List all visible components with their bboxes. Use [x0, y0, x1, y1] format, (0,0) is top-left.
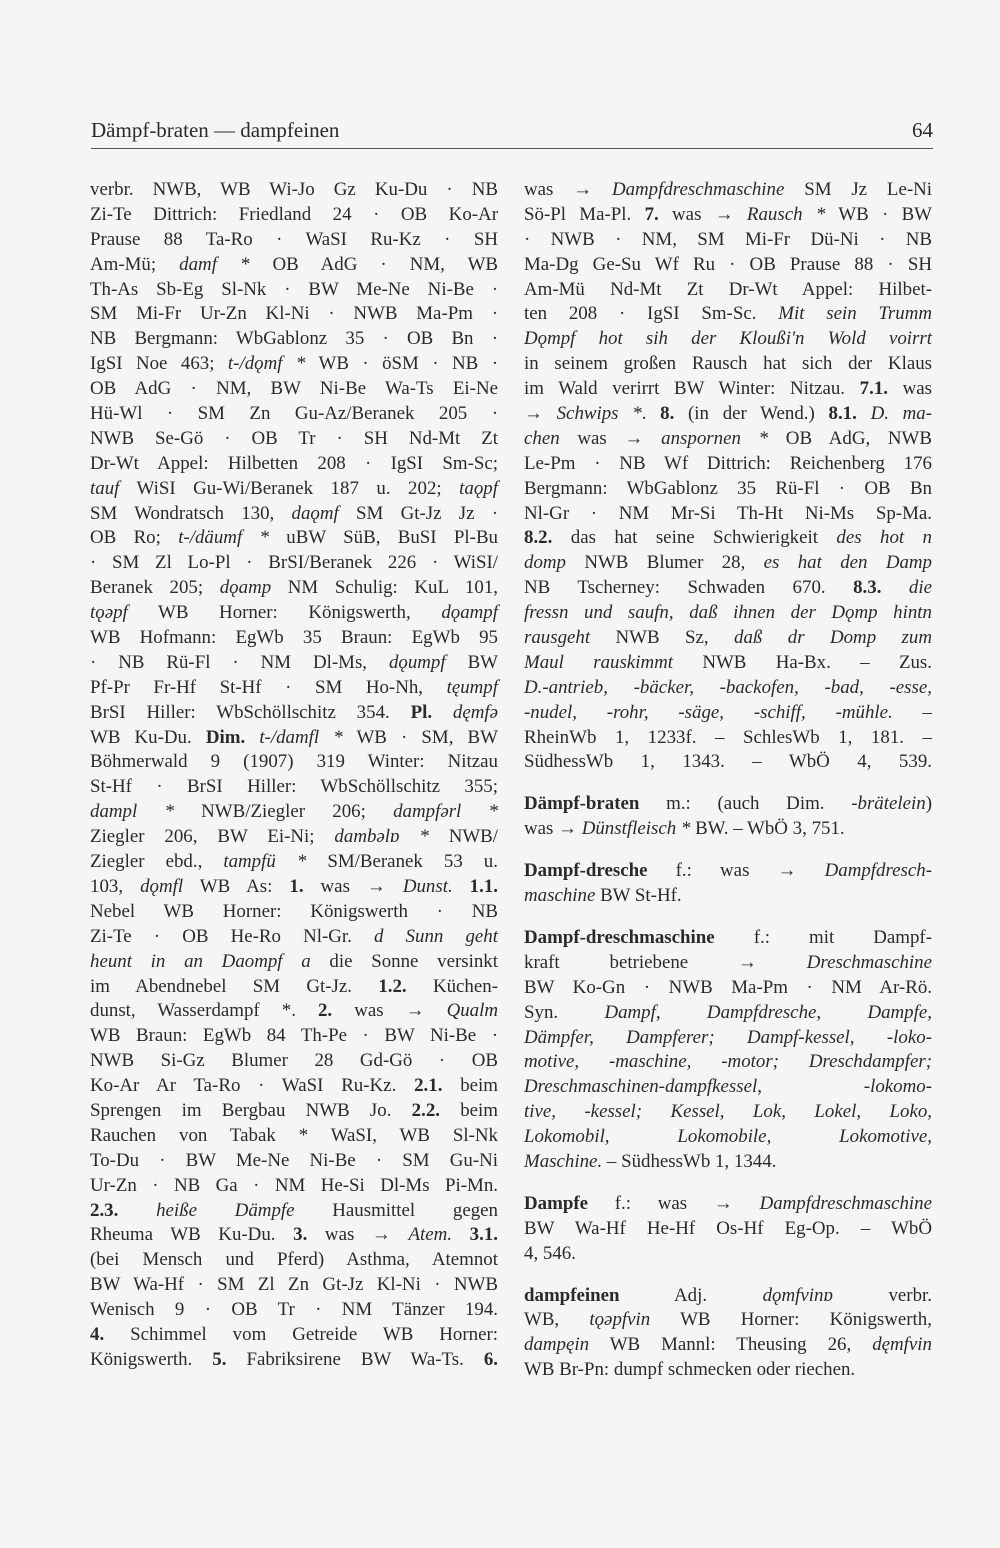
entry-line: Sprengen im Bergbau NWB Jo. 2.2. beim — [90, 1099, 498, 1121]
entry-line: chen was → anspornen * OB AdG, NWB — [524, 427, 932, 449]
entry-line: · SM Zl Lo-Pl · BrSI/Beranek 226 · WiSI/ — [90, 552, 498, 574]
entry-line: 2.3. heiße Dämpfe Hausmittel gegen — [90, 1199, 498, 1221]
entry-line: 8.2. das hat seine Schwierigkeit des hot n — [524, 527, 932, 549]
entry-line: WB Ku-Du. Dim. t-/damfl * WB · SM, BW — [90, 726, 498, 748]
entry-line: SM Wondratsch 130, daǫmf SM Gt-Jz Jz · — [90, 502, 499, 524]
entry-line: Bergmann: WbGablonz 35 Rü-Fl · OB Bn — [524, 477, 932, 499]
entry-line: in seinem großen Rausch hat sich der Klaus — [524, 353, 932, 375]
entry-line: dampęin WB Mannl: Theusing 26, dęmfvin — [524, 1334, 932, 1356]
entry-line: Nl-Gr · NM Mr-Si Th-Ht Ni-Ms Sp-Ma. — [524, 502, 932, 524]
entry-line: heunt in an Daompf a die Sonne versinkt — [90, 950, 498, 972]
entry-line: Le-Pm · NB Wf Dittrich: Reichenberg 176 — [524, 452, 932, 474]
entry-line: BrSI Hiller: WbSchöllschitz 354. Pl. dęmfǝ — [90, 701, 498, 723]
entry-line: WB Br-Pn: dumpf schmecken oder riechen. — [524, 1359, 856, 1381]
entry-line: 4, 546. — [524, 1242, 576, 1264]
entry-line: NB Tscherney: Schwaden 670. 8.3. die — [524, 577, 932, 599]
entry-line: WB, tǫǝpfvin WB Horner: Königswerth, — [524, 1309, 932, 1331]
left-column — [90, 178, 498, 1373]
entry-line: Maul rauskimmt NWB Ha-Bx. – Zus. — [524, 651, 932, 673]
entry-line: Königswerth. 5. Fabriksirene BW Wa-Ts. 6. — [90, 1348, 498, 1370]
entry-line: Wenisch 9 · OB Tr · NM Tänzer 194. — [90, 1299, 498, 1321]
entry-line: NB Bergmann: WbGablonz 35 · OB Bn · — [90, 328, 498, 350]
right-column — [524, 178, 932, 1383]
dictionary-entry — [524, 792, 932, 842]
entry-line: kraft betriebene → Dreschmaschine — [524, 951, 932, 973]
entry-line: was → Dampfdreschmaschine SM Jz Le-Ni — [524, 179, 933, 200]
entry-line: Dampf-dresche f.: was → Dampfdresch- — [524, 860, 932, 882]
entry-line: SüdhessWb 1, 1343. – WbÖ 4, 539. — [524, 751, 932, 773]
entry-line: dampfeinen Adj. dǫmfvinɒ verbr. — [524, 1284, 932, 1306]
entry-line: Pf-Pr Fr-Hf St-Hf · SM Ho-Nh, tęumpf — [90, 676, 498, 698]
entry-line: Rauchen von Tabak * WaSI, WB Sl-Nk — [90, 1124, 498, 1146]
entry-line: OB AdG · NM, BW Ni-Be Wa-Ts Ei-Ne — [90, 378, 498, 400]
entry-line: Lokomobil, Lokomobile, Lokomotive, — [524, 1126, 932, 1148]
entry-line: Zi-Te Dittrich: Friedland 24 · OB Ko-Ar — [90, 203, 498, 225]
entry-line: WB Hofmann: EgWb 35 Braun: EgWb 95 — [90, 627, 498, 649]
entry-gap — [524, 842, 932, 859]
entry-line: SM Mi-Fr Ur-Zn Kl-Ni · NWB Ma-Pm · — [90, 303, 498, 325]
entry-line: domp NWB Blumer 28, es hat den Damp — [524, 552, 932, 574]
entry-line: Dampfe f.: was → Dampfdreschmaschine — [524, 1192, 932, 1214]
entry-line: Ma-Dg Ge-Su Wf Ru · OB Prause 88 · SH — [524, 253, 932, 275]
entry-line: Th-As Sb-Eg Sl-Nk · BW Me-Ne Ni-Be · — [90, 278, 498, 300]
entry-line: Ko-Ar Ar Ta-Ro · WaSI Ru-Kz. 2.1. beim — [90, 1075, 499, 1097]
entry-line: 103, dǫmfl WB As: 1. was → Dunst. 1.1. — [90, 875, 499, 897]
entry-line: To-Du · BW Me-Ne Ni-Be · SM Gu-Ni — [90, 1149, 498, 1171]
entry-gap — [524, 775, 932, 792]
entry-line: -nudel, -rohr, -säge, -schiff, -mühle. – — [524, 701, 932, 723]
entry-line: RheinWb 1, 1233f. – SchlesWb 1, 181. – — [524, 726, 932, 748]
entry-line: IgSI Noe 463; t-/dǫmf * WB · öSM · NB · — [90, 353, 498, 375]
entry-line: NWB Se-Gö · OB Tr · SH Nd-Mt Zt — [90, 427, 498, 449]
entry-line: Dampf-dreschmaschine f.: mit Dampf- — [524, 926, 932, 948]
entry-line: · NWB · NM, SM Mi-Fr Dü-Ni · NB — [524, 228, 932, 250]
entry-line: Dr-Wt Appel: Hilbetten 208 · IgSI Sm-Sc; — [90, 452, 498, 474]
entry-line: Maschine. – SüdhessWb 1, 1344. — [524, 1150, 777, 1172]
entry-line: Am-Mü Nd-Mt Zt Dr-Wt Appel: Hilbet- — [524, 278, 932, 300]
entry-line: D.-antrieb, -bäcker, -backofen, -bad, -esse, — [524, 676, 932, 698]
entry-gap — [524, 1175, 932, 1192]
entry-line: Nebel WB Horner: Königswerth · NB — [90, 900, 498, 922]
entry-line: BW Wa-Hf He-Hf Os-Hf Eg-Op. – WbÖ — [524, 1217, 932, 1239]
entry-line: → Schwips *. 8. (in der Wend.) 8.1. D. ma- — [524, 403, 933, 425]
entry-line: BW Ko-Gn · NWB Ma-Pm · NM Ar-Rö. — [524, 976, 932, 998]
entry-line: WB Braun: EgWb 84 Th-Pe · BW Ni-Be · — [90, 1025, 498, 1047]
entry-line: Dämpf-braten m.: (auch Dim. -brätelein) — [524, 793, 932, 815]
entry-line: · NB Rü-Fl · NM Dl-Ms, dǫumpf BW — [90, 651, 498, 673]
entry-line: Ur-Zn · NB Ga · NM He-Si Dl-Ms Pi-Mn. — [90, 1174, 498, 1196]
entry-line: tive, -kessel; Kessel, Lok, Lokel, Loko, — [524, 1101, 932, 1123]
entry-line: 4. Schimmel vom Getreide WB Horner: — [90, 1323, 498, 1345]
dictionary-entry — [524, 926, 932, 1175]
entry-gap — [524, 909, 932, 926]
entry-line: OB Ro; t-/däumf * uBW SüB, BuSI Pl-Bu — [90, 527, 498, 549]
entry-line: Böhmerwald 9 (1907) 319 Winter: Nitzau — [90, 751, 498, 773]
running-title: Dämpf-braten — dampfeinen — [91, 118, 340, 142]
entry-line: tǫǝpf WB Horner: Königswerth, dǫampf — [90, 602, 498, 624]
entry-line: ten 208 · IgSI Sm-Sc. Mit sein Trumm — [524, 303, 932, 325]
entry-line: Ziegler 206, BW Ei-Ni; dambǝlɒ * NWB/ — [90, 826, 499, 848]
dictionary-entry — [524, 1192, 932, 1267]
entry-line: (bei Mensch und Pferd) Asthma, Atemnot — [90, 1249, 498, 1271]
entry-line: Rheuma WB Ku-Du. 3. was → Atem. 3.1. — [90, 1224, 498, 1246]
entry-line: maschine BW St-Hf. — [524, 885, 682, 907]
entry-gap — [524, 1267, 932, 1284]
entry-line: was → Dünstfleisch * BW. – WbÖ 3, 751. — [524, 818, 845, 840]
entry-line: Dämpfer, Dampferer; Dampf-kessel, -loko- — [524, 1026, 932, 1048]
dictionary-entry — [524, 859, 932, 909]
dictionary-entry — [524, 1284, 932, 1384]
entry-line: Dreschmaschinen-dampfkessel, -lokomo- — [524, 1076, 932, 1098]
entry-line: Sö-Pl Ma-Pl. 7. was → Rausch * WB · BW — [524, 203, 932, 225]
entry-line: verbr. NWB, WB Wi-Jo Gz Ku-Du · NB — [90, 179, 498, 200]
entry-line: im Abendnebel SM Gt-Jz. 1.2. Küchen- — [90, 975, 498, 997]
entry-line: Am-Mü; damf * OB AdG · NM, WB — [90, 253, 499, 275]
entry-line: dunst, Wasserdampf *. 2. was → Qualm — [90, 1000, 498, 1022]
entry-line: NWB Si-Gz Blumer 28 Gd-Gö · OB — [90, 1050, 498, 1072]
entry-line: Prause 88 Ta-Ro · WaSI Ru-Kz · SH — [90, 228, 498, 250]
entry-line: Zi-Te · OB He-Ro Nl-Gr. d Sunn geht — [90, 925, 498, 947]
entry-line: BW Wa-Hf · SM Zl Zn Gt-Jz Kl-Ni · NWB — [90, 1274, 498, 1296]
entry-line: im Wald verirrt BW Winter: Nitzau. 7.1. was — [524, 378, 932, 400]
entry-line: fressn und saufn, daß ihnen der Dǫmp hintn — [524, 602, 933, 624]
dictionary-entry — [524, 178, 932, 775]
entry-line: rausgeht NWB Sz, daß dr Domp zum — [524, 627, 932, 649]
entry-line: Beranek 205; dǫamp NM Schulig: KuL 101, — [90, 577, 498, 599]
entry-line: St-Hf · BrSI Hiller: WbSchöllschitz 355; — [90, 776, 498, 798]
entry-line: dampl * NWB/Ziegler 206; dampfǝrl * — [90, 801, 498, 823]
page-number: 64 — [912, 118, 933, 142]
entry-line: motive, -maschine, -motor; Dreschdampfer; — [524, 1051, 932, 1073]
entry-line: Ziegler ebd., tampfü * SM/Beranek 53 u. — [90, 851, 498, 873]
entry-line: Dǫmpf hot sih der Kloußi'n Wold voirrt — [524, 328, 932, 350]
entry-line: Syn. Dampf, Dampfdresche, Dampfe, — [524, 1001, 932, 1023]
header-rule — [91, 148, 933, 149]
entry-line: Hü-Wl · SM Zn Gu-Az/Beranek 205 · — [90, 403, 498, 425]
entry-line: tauf WiSI Gu-Wi/Beranek 187 u. 202; taǫpf — [90, 477, 498, 499]
